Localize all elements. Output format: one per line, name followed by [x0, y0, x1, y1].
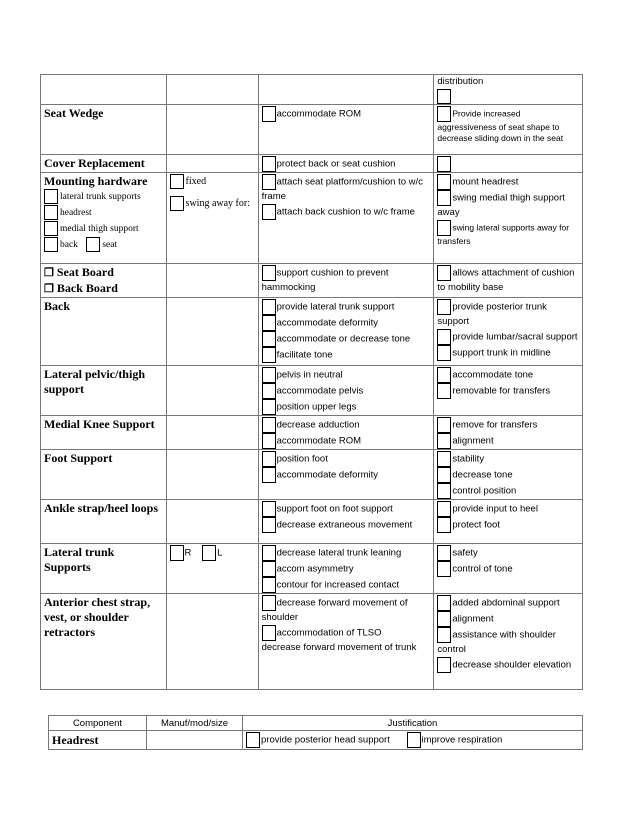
- checkbox[interactable]: [262, 517, 276, 533]
- table-row: [41, 450, 583, 500]
- checkbox[interactable]: [44, 221, 58, 236]
- option-label: back: [60, 240, 78, 251]
- checkbox[interactable]: [437, 220, 451, 236]
- component-label: Anterior chest strap, vest, or shoulder retractors: [41, 594, 167, 690]
- checkbox[interactable]: [262, 315, 276, 331]
- checkbox[interactable]: [262, 561, 276, 577]
- option-label: assistance with shoulder control: [437, 629, 556, 656]
- option-label: support cushion to prevent hammocking: [261, 267, 389, 294]
- checkbox[interactable]: [262, 383, 276, 399]
- option-label: Provide increased aggressiveness of seat shape to decrease sliding down in the seat: [437, 108, 564, 144]
- component-label: Headrest: [49, 731, 147, 750]
- checkbox[interactable]: [437, 345, 451, 361]
- option-label: alignment: [452, 613, 494, 625]
- option-label: alignment: [452, 435, 494, 447]
- checkbox[interactable]: [437, 106, 451, 122]
- checkbox[interactable]: [262, 417, 276, 433]
- checkbox[interactable]: [44, 205, 58, 220]
- option-label: lateral trunk supports: [60, 192, 141, 203]
- checkbox[interactable]: [262, 451, 276, 467]
- checkbox[interactable]: [262, 625, 276, 641]
- option-label: seat: [102, 240, 118, 251]
- checkbox[interactable]: [437, 657, 451, 673]
- option-label: control position: [452, 485, 517, 497]
- option-label: remove for transfers: [452, 419, 538, 431]
- checkbox[interactable]: [262, 577, 276, 593]
- table-row: [41, 500, 583, 544]
- checkbox[interactable]: [202, 545, 216, 561]
- option-label: provide lateral trunk support: [276, 301, 395, 313]
- option-label: accommodation of TLSO: [276, 627, 382, 639]
- option-label: swing away for:: [185, 198, 250, 210]
- checkbox[interactable]: [262, 156, 276, 172]
- option-label: accommodate tone: [452, 369, 534, 381]
- checkbox[interactable]: [262, 265, 276, 281]
- checkbox[interactable]: [437, 627, 451, 643]
- option-label: decrease adduction: [276, 419, 360, 431]
- checkbox[interactable]: [246, 732, 260, 748]
- checkbox[interactable]: [262, 467, 276, 483]
- checkbox[interactable]: [437, 89, 451, 104]
- option-label: attach seat platform/cushion to w/c frame: [261, 176, 423, 203]
- checkbox[interactable]: [407, 732, 421, 748]
- checkbox[interactable]: [262, 204, 276, 220]
- option-label: provide input to heel: [452, 503, 538, 515]
- option-label: R: [184, 547, 192, 559]
- component-label: Ankle strap/heel loops: [41, 500, 167, 544]
- checkbox[interactable]: [437, 299, 451, 315]
- checkbox[interactable]: [437, 329, 451, 345]
- option-label: removable for transfers: [452, 385, 551, 397]
- column-header: Justification: [243, 716, 583, 731]
- table-row: [41, 105, 583, 155]
- component-label: Lateral trunk Supports: [41, 544, 167, 594]
- checkbox[interactable]: [262, 347, 276, 363]
- checkbox[interactable]: [437, 156, 451, 172]
- column-header: Component: [49, 716, 147, 731]
- component-label: Foot Support: [41, 450, 167, 500]
- option-label: accommodate deformity: [276, 469, 378, 481]
- checkbox-glyph-icon[interactable]: ❒: [44, 267, 54, 280]
- table-row: [41, 155, 583, 173]
- option-label: pelvis in neutral: [276, 369, 343, 381]
- checkbox[interactable]: [262, 331, 276, 347]
- checkbox[interactable]: [437, 174, 451, 190]
- table-row: [41, 544, 583, 594]
- checkbox[interactable]: [437, 417, 451, 433]
- component-label: Lateral pelvic/thigh support: [41, 366, 167, 416]
- checkbox[interactable]: [262, 106, 276, 122]
- option-label: accommodate or decrease tone: [276, 333, 411, 345]
- option-label: provide posterior head support: [261, 734, 390, 746]
- component-label: Back Board: [56, 281, 118, 296]
- table-row: [41, 416, 583, 450]
- component-label: Cover Replacement: [41, 155, 167, 173]
- option-label: accommodate ROM: [276, 108, 362, 120]
- table-row: [41, 298, 583, 366]
- option-label: allows attachment of cushion to mobility base: [437, 267, 575, 294]
- header-row: [49, 716, 583, 731]
- option-label: headrest: [60, 208, 92, 219]
- checkbox[interactable]: [437, 265, 451, 281]
- checkbox[interactable]: [437, 367, 451, 383]
- option-label: decrease forward movement of shoulder: [261, 597, 408, 624]
- checkbox[interactable]: [262, 501, 276, 517]
- checkbox[interactable]: [262, 545, 276, 561]
- option-label: decrease shoulder elevation: [452, 659, 572, 671]
- checkbox[interactable]: [437, 433, 451, 449]
- option-label: contour for increased contact: [276, 579, 400, 591]
- checkbox[interactable]: [86, 237, 100, 252]
- option-label: support trunk in midline: [452, 347, 551, 359]
- checkbox[interactable]: [437, 190, 451, 206]
- option-label: fixed: [185, 176, 207, 188]
- option-label: decrease lateral trunk leaning: [276, 547, 402, 559]
- option-label: improve respiration: [421, 734, 503, 746]
- checkbox[interactable]: [437, 545, 451, 561]
- checkbox[interactable]: [170, 545, 184, 561]
- checkbox[interactable]: [44, 237, 58, 252]
- distribution-text: distribution: [437, 76, 484, 87]
- checkbox[interactable]: [262, 595, 276, 611]
- option-label: control of tone: [452, 563, 513, 575]
- option-label: accom asymmetry: [276, 563, 354, 575]
- option-label: facilitate tone: [276, 349, 333, 361]
- option-label: stability: [452, 453, 485, 465]
- checkbox[interactable]: [262, 367, 276, 383]
- component-table: [40, 74, 583, 690]
- option-label: swing lateral supports away for transfers: [437, 222, 570, 247]
- component-label: Back: [41, 298, 167, 366]
- component-label: Medial Knee Support: [41, 416, 167, 450]
- option-label: position upper legs: [276, 401, 357, 413]
- option-label: accommodate deformity: [276, 317, 378, 329]
- option-label: accommodate pelvis: [276, 385, 364, 397]
- table-row: [41, 594, 583, 690]
- component-label: Seat Board: [56, 265, 114, 280]
- option-label: protect back or seat cushion: [276, 158, 396, 170]
- option-label: provide posterior trunk support: [437, 301, 547, 328]
- table-row: [41, 75, 583, 105]
- option-label: mount headrest: [452, 176, 519, 188]
- option-label: position foot: [276, 453, 328, 465]
- option-label: added abdominal support: [452, 597, 560, 609]
- table-row: [41, 264, 583, 298]
- checkbox-glyph-icon[interactable]: ❒: [44, 283, 54, 296]
- table-row: [41, 366, 583, 416]
- option-label: support foot on foot support: [276, 503, 393, 515]
- option-label: decrease forward movement of trunk: [261, 642, 417, 654]
- option-label: L: [217, 547, 223, 559]
- table-row: [41, 173, 583, 264]
- checkbox[interactable]: [437, 561, 451, 577]
- checkbox[interactable]: [170, 196, 184, 211]
- checkbox[interactable]: [437, 451, 451, 467]
- checkbox[interactable]: [437, 517, 451, 533]
- checkbox[interactable]: [437, 467, 451, 483]
- checkbox[interactable]: [262, 399, 276, 415]
- option-label: attach back cushion to w/c frame: [276, 206, 415, 218]
- component-label: Mounting hardware: [44, 174, 148, 189]
- option-label: decrease tone: [452, 469, 513, 481]
- checkbox[interactable]: [437, 483, 451, 499]
- checkbox[interactable]: [262, 299, 276, 315]
- checkbox[interactable]: [44, 189, 58, 204]
- option-label: decrease extraneous movement: [276, 519, 413, 531]
- checkbox[interactable]: [262, 174, 276, 190]
- column-header: Manuf/mod/size: [147, 716, 243, 731]
- checkbox[interactable]: [437, 383, 451, 399]
- table-row: [49, 731, 583, 750]
- option-label: provide lumbar/sacral support: [452, 331, 578, 343]
- checkbox[interactable]: [437, 501, 451, 517]
- option-label: protect foot: [452, 519, 500, 531]
- headrest-table: [48, 715, 583, 750]
- option-label: medial thigh support: [60, 224, 139, 235]
- checkbox[interactable]: [437, 595, 451, 611]
- checkbox[interactable]: [262, 433, 276, 449]
- option-label: swing medial thigh support away: [437, 192, 565, 219]
- checkbox[interactable]: [437, 611, 451, 627]
- option-label: accommodate ROM: [276, 435, 362, 447]
- component-label: Seat Wedge: [41, 105, 167, 155]
- checkbox[interactable]: [170, 174, 184, 189]
- option-label: safety: [452, 547, 478, 559]
